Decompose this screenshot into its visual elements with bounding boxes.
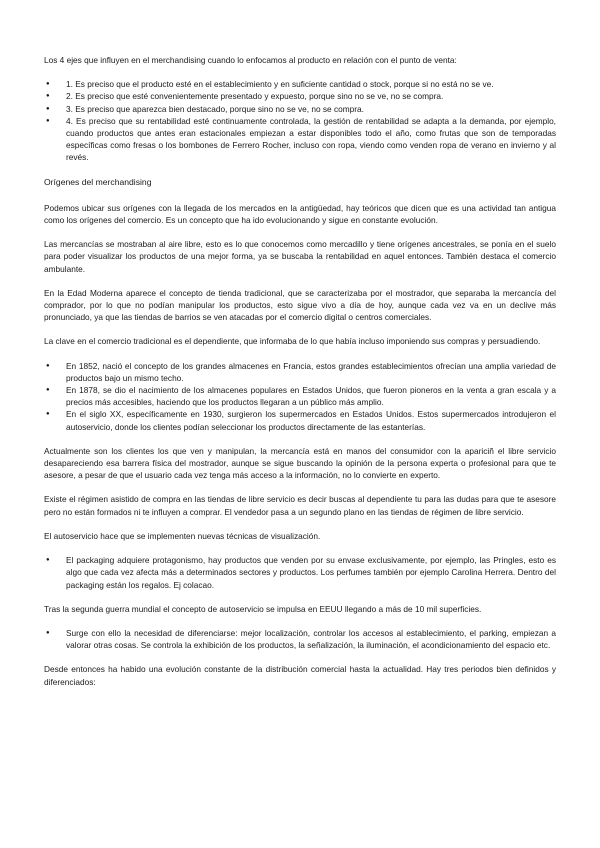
list-item: ● 3. Es preciso que aparezca bien destacado, porque sino no se ve, no se compra.	[46, 103, 556, 115]
historia-list	[44, 360, 556, 433]
ejes-list	[44, 78, 556, 163]
list-item: ● En el siglo XX, específicamente en 1930, surgieron los supermercados en Estados Unidos. Estos supermercados introdujeron el autoservicio, donde los clientes podían seleccionar los productos directamente de las estanterías.	[46, 408, 556, 432]
paragraph: En la Edad Moderna aparece el concepto de tienda tradicional, que se caracterizaba por el mostrador, que separaba la mercancía del comprador, por lo que no podían manipular los productos, esto sigue vivo a día de hoy, aunque cada vez va en un declive más pronunciado, ya que las tiendas de barrios se ven atacadas por el comercio digital o centros comerciales.	[44, 287, 556, 323]
paragraph: Desde entonces ha habido una evolución constante de la distribución comercial hasta la actualidad. Hay tres periodos bien definidos y diferenciados:	[44, 664, 556, 687]
paragraph: Las mercancías se mostraban al aire libre, esto es lo que conocemos como mercadillo y tiene orígenes ancestrales, se ponía en el suelo para poder visualizar los productos de una mejor forma, ya se buscaba la rentabilidad en aquel entonces. También destaca el comercio ambulante.	[44, 239, 556, 274]
section-heading: Orígenes del merchandising	[44, 176, 152, 187]
paragraph: La clave en el comercio tradicional es el dependiente, que informaba de lo que había incluso imponiendo sus compras y persuadiendo.	[44, 336, 541, 347]
paragraph: Tras la segunda guerra mundial el concepto de autoservicio se impulsa en EEUU llegando a más de 10 mil superficies.	[44, 603, 482, 614]
paragraph: Actualmente son los clientes los que ven y manipulan, la mercancía está en manos del consumidor con la apariciñ el libre servicio desapareciendo esa barrera física del mostrador, aunque se sigue buscando la opinión de la persona experta o profesional para que te asesore, a pesar de que el usuario cada vez tenga más acceso a la información, no lo convierte en experto.	[44, 445, 556, 481]
packaging-list	[44, 554, 556, 591]
paragraph: El autoservicio hace que se implementen nuevas técnicas de visualización.	[44, 530, 321, 541]
paragraph: Existe el régimen asistido de compra en las tiendas de libre servicio es decir buscas al dependiente tu para las dudas para que te asesore pero no están formados ni te influyen a comprar. El vendedor pasa a un segundo plano en las tiendas de régimen de libre servicio.	[44, 494, 556, 517]
paragraph: Podemos ubicar sus orígenes con la llegada de los mercados en la antigüedad, hay teóricos que dicen que es una actividad tan antigua como los orígenes del comercio. Es un concepto que ha ido evolucionando y sigue en constante evolución.	[44, 202, 556, 226]
list-item: ● Surge con ello la necesidad de diferenciarse: mejor localización, controlar los accesos al establecimiento, el parking, empiezan a valorar otras cosas. Se controla la exhibición de los productos, la señalización, la iluminación, el acondicionamiento del espacio etc.	[46, 627, 556, 651]
list-item: ● En 1852, nació el concepto de los grandes almacenes en Francia, estos grandes establecimientos ofrecían una amplia variedad de productos bajo un mismo techo.	[46, 360, 556, 384]
list-item: ● 2. Es preciso que esté convenientemente presentado y expuesto, porque sino no se ve, no se compra.	[46, 90, 556, 102]
list-item: ● 4. Es preciso que su rentabilidad esté continuamente controlada, la gestión de rentabilidad se adapta a la demanda, por ejemplo, cuando productos que antes eran estacionales empiezan a estar disponibles todo el año, como frutas que son de temporadas específicas como fresas o los bombones de Ferrero Rocher, incluso con ropa, viendo como venden ropa de verano en invierno y al revés.	[46, 115, 556, 164]
list-item: ● 1. Es preciso que el producto esté en el establecimiento y en suficiente cantidad o stock, porque si no está no se ve.	[46, 78, 556, 90]
intro-paragraph: Los 4 ejes que influyen en el merchandising cuando lo enfocamos al producto en relación con el punto de venta:	[44, 55, 457, 65]
diferenciarse-list	[44, 627, 556, 651]
list-item: ● En 1878, se dio el nacimiento de los almacenes populares en Estados Unidos, que fueron pioneros en la venta a gran escala y a precios más accesibles, haciendo que los productos llegaran a un público más amplio.	[46, 384, 556, 408]
list-item: ● El packaging adquiere protagonismo, hay productos que venden por su envase exclusivamente, por ejemplo, las Pringles, esto es algo que cada vez afecta más a determinados sectores y productos. Los perfumes también por ejemplo Carolina Herrera. Dentro del packaging están los regalos. Ej colacao.	[46, 554, 556, 591]
